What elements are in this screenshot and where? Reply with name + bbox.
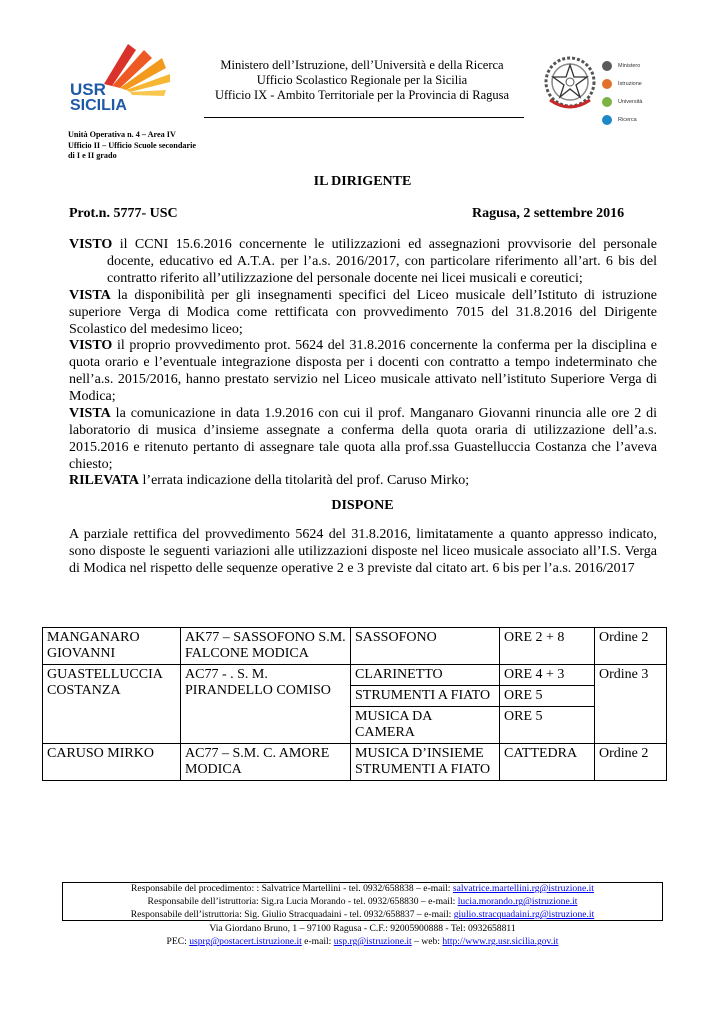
cell-order: Ordine 2: [595, 628, 667, 665]
cell-hours: ORE 5: [500, 707, 595, 744]
consideration-keyword: VISTO: [69, 237, 113, 252]
footer-contacts: [0, 936, 725, 949]
cell-teacher: MANGANARO GIOVANNI: [43, 628, 181, 665]
footer-address: Via Giordano Bruno, 1 – 97100 Ragusa - C.F.: 92005900888 - Tel: 0932658811: [209, 923, 516, 934]
consideration-text: la comunicazione in data 1.9.2016 con cui il prof. Manganaro Giovanni rinuncia alle ore 2 di laboratorio di musica d’insieme assegnate a conferma della quota oraria di utilizzazione dell’a.s. 2015.2016 e ritenuto pertanto di assegnare tale quota alla prof.ssa Guastelluccia Costanza che l’aveva chiesto;: [69, 406, 657, 472]
italian-republic-emblem: [540, 52, 600, 116]
consideration-keyword: VISTO: [69, 338, 113, 353]
cell-hours: ORE 2 + 8: [500, 628, 595, 665]
dispone-heading: DISPONE: [331, 498, 394, 513]
legend-label: Istruzione: [618, 81, 642, 87]
unit-line: Unità Operativa n. 4 – Area IV: [68, 130, 176, 139]
cell-school: AK77 – SASSOFONO S.M. FALCONE MODICA: [181, 628, 351, 665]
table-row: [43, 744, 667, 781]
web-label: – web:: [411, 936, 443, 947]
cell-subject: MUSICA DA CAMERA: [351, 707, 500, 744]
cell-subject: CLARINETTO: [351, 665, 500, 686]
header-line-regional-office: Ufficio Scolastico Regionale per la Sicilia: [256, 73, 468, 87]
pec-link[interactable]: usprg@postacert.istruzione.it: [189, 936, 302, 947]
dispone-paragraph: A parziale rettifica del provvedimento 5624 del 31.8.2016, limitatamente a quanto appresso indicato, sono disposte le seguenti variazioni alle utilizzazioni disposte nel liceo musicale associato all’I.S. Verga di Modica nel rispetto delle sequenze operative 2 e 3 previste dal citato art. 6 bis per l’a.s. 2016/2017: [69, 527, 657, 576]
pec-label: PEC:: [166, 936, 190, 947]
consideration-keyword: VISTA: [69, 406, 111, 421]
consideration-paragraph: [69, 236, 657, 287]
header-line-ministry: Ministero dell’Istruzione, dell’Università e della Ricerca: [220, 58, 504, 72]
unit-line: Ufficio II – Ufficio Scuole secondarie: [68, 140, 197, 150]
website-link[interactable]: http://www.rg.usr.sicilia.gov.it: [442, 936, 559, 947]
consideration-text: il CCNI 15.6.2016 concernente le utilizzazioni ed assegnazioni provvisorie del personale docente, educativo ed A.T.A. per l’a.s. 2016/2017, con particolare riferimento all’art. 6 bis del contratto riferito all’utilizzazione del personale docente nei licei musicali e coreutici;: [107, 237, 657, 286]
cell-order: Ordine 3: [595, 665, 667, 744]
usr-sicilia-logo: [66, 40, 188, 112]
allocation-table: [42, 627, 667, 781]
legend-label: Ricerca: [618, 117, 637, 123]
cell-teacher: CARUSO MIRKO: [43, 744, 181, 781]
legend-dot-icon: [602, 97, 612, 107]
consideration-paragraph: [69, 472, 657, 489]
consideration-text: il proprio provvedimento prot. 5624 del 31.8.2016 concernente la conferma per la disciplina e quota orario e l’eventuale integrazione disposta per i docenti con contratto a tempo indeterminato che nell’a.s. 2015/2016, hanno prestato servizio nel Liceo musicale attivato nell’istituto Superiore Verga di Modica;: [69, 338, 657, 404]
unit-line: di I e II grado: [68, 151, 117, 160]
legend-row: [602, 75, 692, 93]
legend-label: Ministero: [618, 63, 641, 69]
table-row: [43, 665, 667, 686]
footer-responsible-line: [0, 883, 725, 896]
legend-row: [602, 111, 692, 129]
footer-responsible-text: Responsabile dell’istruttoria: Sig.ra Lucia Morando - tel. 0932/658830 – e-mail:: [147, 896, 458, 907]
cell-order: Ordine 2: [595, 744, 667, 781]
cell-teacher: GUASTELLUCCIA COSTANZA: [43, 665, 181, 744]
footer-responsible-text: Responsabile del procedimento: : Salvatrice Martellini - tel. 0932/658838 – e-mail:: [131, 883, 453, 894]
cell-hours: ORE 4 + 3: [500, 665, 595, 686]
legend-row: [602, 93, 692, 111]
consideration-paragraph: [69, 405, 657, 473]
email-label: e-mail:: [301, 936, 334, 947]
legend-dot-icon: [602, 61, 612, 71]
consideration-text: l’errata indicazione della titolarità del prof. Caruso Mirko;: [139, 473, 470, 488]
footer-responsible-text: Responsabile dell’istruttoria: Sig. Giulio Stracquadaini - tel. 0932/658837 – e-mail:: [130, 909, 454, 920]
header-divider: [204, 117, 524, 118]
place-date: Ragusa, 2 settembre 2016: [472, 206, 625, 221]
cell-school: AC77 - . S. M. PIRANDELLO COMISO: [181, 665, 351, 744]
consideration-paragraph: [69, 337, 657, 405]
logo-text-usr: USR: [70, 80, 106, 99]
cell-school: AC77 – S.M. C. AMORE MODICA: [181, 744, 351, 781]
cell-hours: ORE 5: [500, 686, 595, 707]
email-link[interactable]: salvatrice.martellini.rg@istruzione.it: [452, 883, 594, 894]
ministry-legend: [602, 57, 692, 129]
consideration-keyword: VISTA: [69, 288, 111, 303]
footer-responsible-line: [0, 909, 725, 922]
cell-subject: SASSOFONO: [351, 628, 500, 665]
cell-hours: CATTEDRA: [500, 744, 595, 781]
consideration-keyword: RILEVATA: [69, 473, 140, 488]
legend-dot-icon: [602, 79, 612, 89]
consideration-paragraph: [69, 287, 657, 338]
email-link[interactable]: giulio.stracquadaini.rg@istruzione.it: [453, 909, 595, 920]
email-link[interactable]: lucia.morando.rg@istruzione.it: [457, 896, 578, 907]
cell-subject: STRUMENTI A FIATO: [351, 686, 500, 707]
footer-responsible-line: [0, 896, 725, 909]
logo-text-sicilia: SICILIA: [70, 97, 127, 112]
table-row: [43, 628, 667, 665]
consideration-text: la disponibilità per gli insegnamenti specifici del Liceo musicale dell’Istituto di istruzione superiore Verga di Modica come rettificata con provvedimento 7015 del 31.8.2016 del Dirigente Scolastico del medesimo liceo;: [69, 288, 657, 337]
email-link[interactable]: usp.rg@istruzione.it: [333, 936, 412, 947]
cell-subject: MUSICA D’INSIEME STRUMENTI A FIATO: [351, 744, 500, 781]
legend-label: Università: [618, 99, 643, 105]
header-institution: [196, 58, 528, 103]
legend-dot-icon: [602, 115, 612, 125]
legend-row: [602, 57, 692, 75]
operating-unit: [68, 130, 196, 162]
protocol-number: Prot.n. 5777- USC: [69, 206, 178, 221]
header-line-territorial-office: Ufficio IX - Ambito Territoriale per la Provincia di Ragusa: [214, 88, 510, 102]
document-title: IL DIRIGENTE: [313, 174, 412, 189]
